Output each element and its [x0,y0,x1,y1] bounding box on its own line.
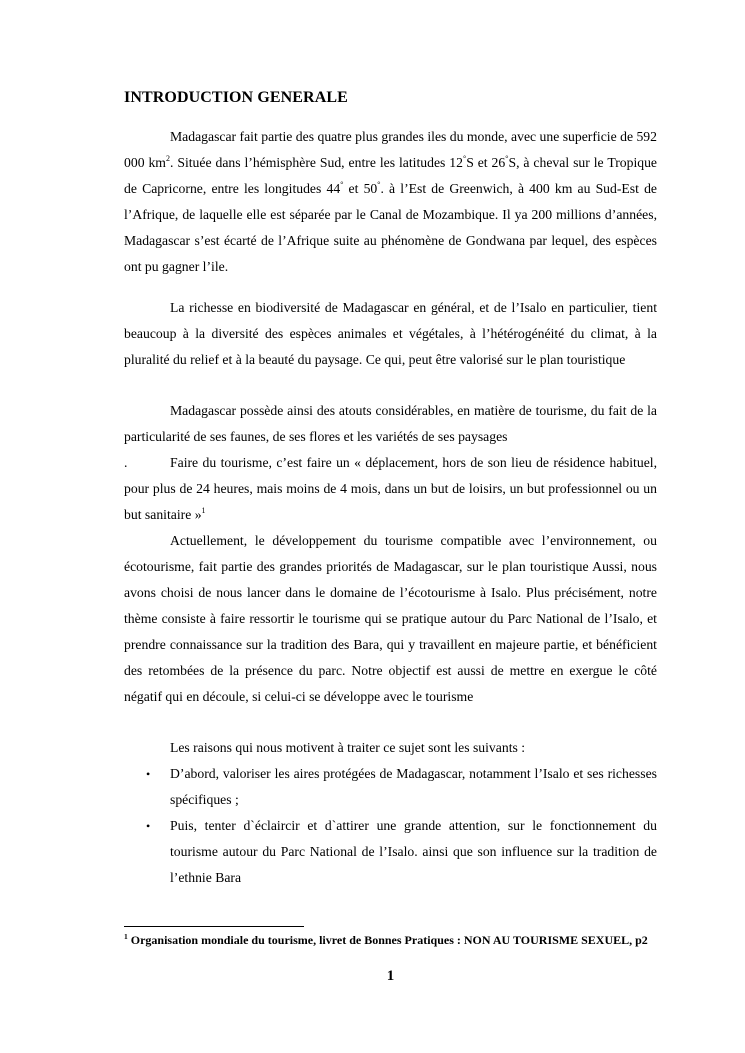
paragraph-intro: Madagascar fait partie des quatre plus grandes iles du monde, avec une superficie de 592 000 $km^2$. Située dans l’hémisphère Sud, entre les latitudes 12°S et 26°S, à cheval sur le Tropique de Capricorne, entre les longitudes 44° et 50°. à l’Est de Greenwich, à 400 km au Sud-Est de l’Afrique, de laquelle elle est séparée par le Canal de Mozambique. Il ya 200 millions d’années, Madagascar s’est écarté de l’Afrique suite au phénomène de Gondwana par lequel, des espèces ont pu gagner l’ile. [124,129,658,274]
page-number: 1 [386,968,395,984]
paragraph-tourism-definition: . Faire du tourisme, c’est faire un « déplacement, hors de son lieu de résidence habituel, pour plus de 24 heures, mais moins de 4 mois, dans un but de loisirs, un but professionnel ou un but sanitaire »$^1$ [124,455,657,522]
bullet-icon: • [146,767,151,781]
list-item: • D’abord, valoriser les aires protégées de Madagascar, notamment l’Isalo et ses richesses spécifiques ; [124,761,657,813]
page-title: INTRODUCTION GENERALE [124,89,348,106]
bullet-icon: • [146,819,151,833]
paragraph-ecotourism: Actuellement, le développement du tourisme compatible avec l’environnement, ou écotourisme, fait partie des grandes priorités de Madagascar, sur le plan touristique Aussi, nous avons choisi de nous lancer dans le domaine de l’écotourisme à Isalo. Plus précisément, notre thème consiste à faire ressortir le tourisme qui se pratique autour du Parc National de l’Isalo, et prendre connaissance sur la tradition des Bara, qui y travaillent en majeure partie, et bénéficient des retombées de la présence du parc. Notre objectif est aussi de mettre en exergue le côté négatif qui en découle, si celui-ci se développe avec le tourisme [124,533,657,704]
paragraph-biodiversity: La richesse en biodiversité de Madagascar en général, et de l’Isalo en particulier, tient beaucoup à la diversité des espèces animales et végétales, à l’hétérogénéité du climat, à la pluralité du relief et à la beauté du paysage. Ce qui, peut être valorisé sur le plan touristique [124,300,657,367]
footnote-divider [124,926,304,927]
list-item: • Puis, tenter d`éclaircir et d`attirer une grande attention, sur le fonctionnement du tourisme autour du Parc National de l’Isalo. ainsi que son influence sur la tradition de l’ethnie Bara [124,813,657,891]
footnote-reference: 1 [201,506,206,515]
paragraph-reasons: Les raisons qui nous motivent à traiter ce sujet sont les suivants : [170,740,526,755]
paragraph-assets: Madagascar possède ainsi des atouts considérables, en matière de tourisme, du fait de la particularité de ses faunes, de ses flores et les variétés de ses paysages [124,403,657,444]
reasons-list [124,761,657,891]
footnote: $^1$ Organisation mondiale du tourisme, livret de Bonnes Pratiques : NON AU TOURISME SEXUEL, p2 [124,932,648,947]
